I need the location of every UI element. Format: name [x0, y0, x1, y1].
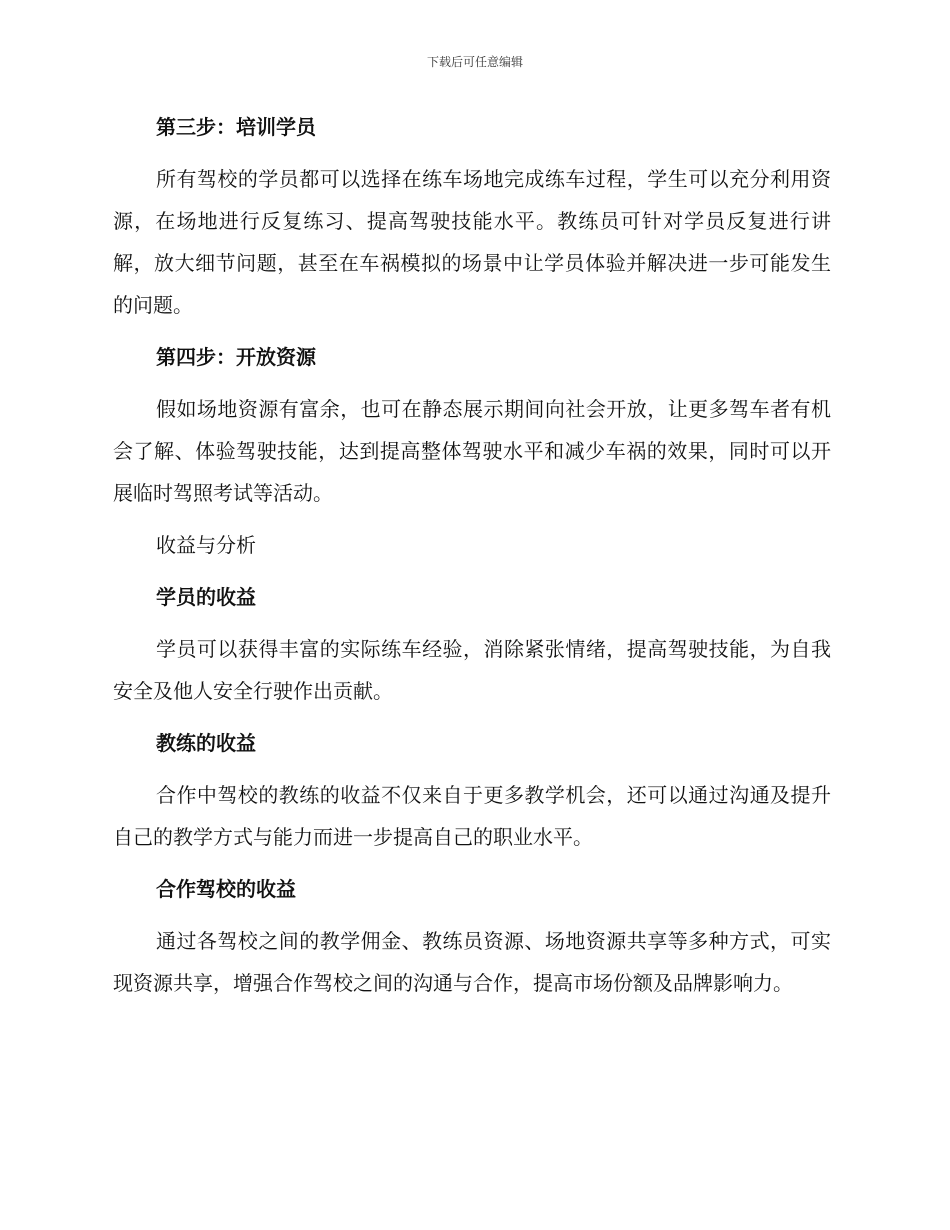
- section-paragraph-school-benefits: 通过各驾校之间的教学佣金、教练员资源、场地资源共享等多种方式，可实现资源共享，增强合作驾校之间的沟通与合作，提高市场份额及品牌影响力。: [113, 929, 831, 995]
- section-heading-step3: 第三步：培训学员: [156, 115, 316, 139]
- section-paragraph-step4: 假如场地资源有富余，也可在静态展示期间向社会开放，让更多驾车者有机会了解、体验驾驶技能，达到提高整体驾驶水平和减少车祸的效果，同时可以开展临时驾照考试等活动。: [113, 397, 831, 505]
- section-heading-benefits: 收益与分析: [156, 533, 256, 557]
- section-paragraph-student-benefits: 学员可以获得丰富的实际练车经验，消除紧张情绪，提高驾驶技能，为自我安全及他人安全行驶作出贡献。: [113, 637, 831, 703]
- section-paragraph-coach-benefits: 合作中驾校的教练的收益不仅来自于更多教学机会，还可以通过沟通及提升自己的教学方式与能力而进一步提高自己的职业水平。: [113, 783, 831, 849]
- page-header: 下载后可任意编辑: [426, 55, 523, 69]
- document-body: [113, 106, 831, 1014]
- section-heading-student-benefits: 学员的收益: [156, 585, 256, 609]
- section-heading-school-benefits: 合作驾校的收益: [156, 877, 296, 901]
- section-heading-step4: 第四步：开放资源: [156, 345, 316, 369]
- section-heading-coach-benefits: 教练的收益: [156, 731, 256, 755]
- section-paragraph-step3: 所有驾校的学员都可以选择在练车场地完成练车过程，学生可以充分利用资源，在场地进行反复练习、提高驾驶技能水平。教练员可针对学员反复进行讲解，放大细节问题，甚至在车祸模拟的场景中让学员体验并解决进一步可能发生的问题。: [113, 167, 831, 317]
